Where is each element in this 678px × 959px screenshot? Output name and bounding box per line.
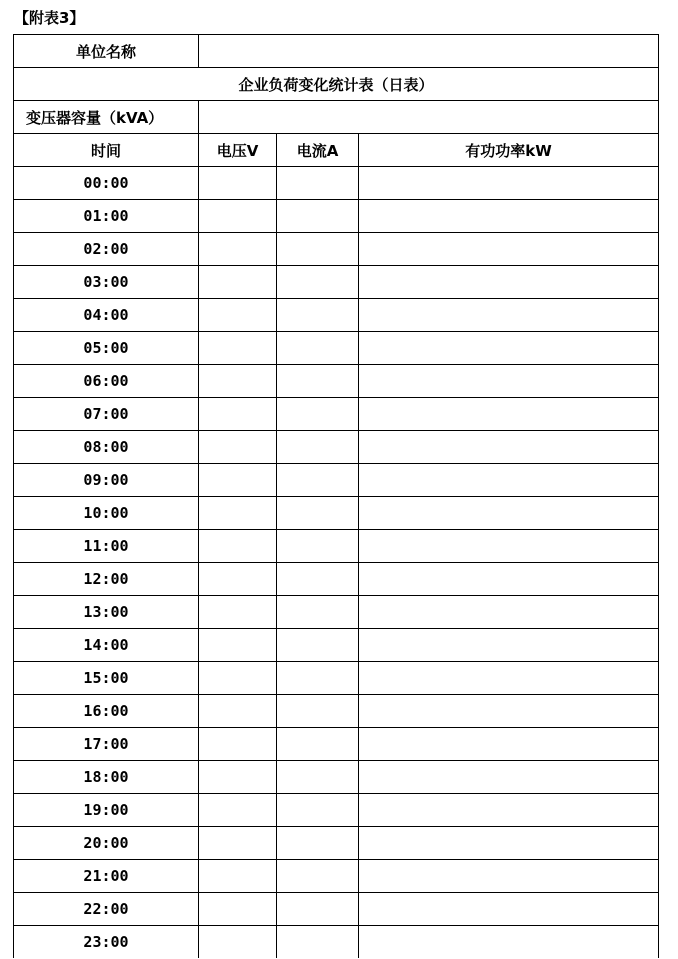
current-cell[interactable]	[277, 728, 359, 761]
time-cell: 18:00	[14, 761, 199, 794]
current-cell[interactable]	[277, 365, 359, 398]
time-cell: 08:00	[14, 431, 199, 464]
current-cell[interactable]	[277, 431, 359, 464]
current-cell[interactable]	[277, 596, 359, 629]
active-power-cell[interactable]	[359, 365, 659, 398]
time-cell: 01:00	[14, 200, 199, 233]
active-power-cell[interactable]	[359, 761, 659, 794]
active-power-cell[interactable]	[359, 794, 659, 827]
active-power-cell[interactable]	[359, 695, 659, 728]
current-cell[interactable]	[277, 860, 359, 893]
voltage-cell[interactable]	[199, 167, 277, 200]
voltage-cell[interactable]	[199, 299, 277, 332]
time-cell: 02:00	[14, 233, 199, 266]
time-cell: 13:00	[14, 596, 199, 629]
current-cell[interactable]	[277, 167, 359, 200]
time-cell: 12:00	[14, 563, 199, 596]
active-power-cell[interactable]	[359, 596, 659, 629]
current-cell[interactable]	[277, 266, 359, 299]
voltage-cell[interactable]	[199, 662, 277, 695]
table-row	[14, 365, 659, 398]
voltage-cell[interactable]	[199, 200, 277, 233]
table-row	[14, 332, 659, 365]
table-title: 企业负荷变化统计表（日表）	[14, 68, 659, 101]
time-cell: 16:00	[14, 695, 199, 728]
table-title-row	[14, 68, 659, 101]
active-power-cell[interactable]	[359, 464, 659, 497]
header-voltage: 电压V	[199, 134, 277, 167]
current-cell[interactable]	[277, 662, 359, 695]
time-cell: 10:00	[14, 497, 199, 530]
voltage-cell[interactable]	[199, 431, 277, 464]
table-row	[14, 563, 659, 596]
voltage-cell[interactable]	[199, 398, 277, 431]
unit-name-row	[14, 35, 659, 68]
active-power-cell[interactable]	[359, 398, 659, 431]
unit-name-label: 单位名称	[14, 35, 199, 68]
table-row	[14, 860, 659, 893]
table-body	[14, 35, 659, 959]
time-cell: 05:00	[14, 332, 199, 365]
active-power-cell[interactable]	[359, 332, 659, 365]
transformer-capacity-field[interactable]	[199, 101, 659, 134]
voltage-cell[interactable]	[199, 497, 277, 530]
active-power-cell[interactable]	[359, 530, 659, 563]
active-power-cell[interactable]	[359, 893, 659, 926]
header-current: 电流A	[277, 134, 359, 167]
voltage-cell[interactable]	[199, 596, 277, 629]
load-statistics-table	[13, 34, 659, 958]
time-cell: 06:00	[14, 365, 199, 398]
time-cell: 15:00	[14, 662, 199, 695]
active-power-cell[interactable]	[359, 266, 659, 299]
voltage-cell[interactable]	[199, 926, 277, 959]
voltage-cell[interactable]	[199, 860, 277, 893]
active-power-cell[interactable]	[359, 827, 659, 860]
active-power-cell[interactable]	[359, 563, 659, 596]
table-row	[14, 893, 659, 926]
active-power-cell[interactable]	[359, 926, 659, 959]
time-cell: 00:00	[14, 167, 199, 200]
time-cell: 19:00	[14, 794, 199, 827]
current-cell[interactable]	[277, 398, 359, 431]
current-cell[interactable]	[277, 794, 359, 827]
current-cell[interactable]	[277, 464, 359, 497]
current-cell[interactable]	[277, 893, 359, 926]
time-cell: 04:00	[14, 299, 199, 332]
table-row	[14, 464, 659, 497]
active-power-cell[interactable]	[359, 629, 659, 662]
time-cell: 03:00	[14, 266, 199, 299]
table-row	[14, 398, 659, 431]
table-row	[14, 266, 659, 299]
time-cell: 23:00	[14, 926, 199, 959]
table-row	[14, 596, 659, 629]
voltage-cell[interactable]	[199, 464, 277, 497]
active-power-cell[interactable]	[359, 662, 659, 695]
current-cell[interactable]	[277, 761, 359, 794]
time-cell: 20:00	[14, 827, 199, 860]
current-cell[interactable]	[277, 497, 359, 530]
active-power-cell[interactable]	[359, 431, 659, 464]
table-row	[14, 431, 659, 464]
table-row	[14, 200, 659, 233]
table-row	[14, 497, 659, 530]
voltage-cell[interactable]	[199, 629, 277, 662]
table-row	[14, 662, 659, 695]
voltage-cell[interactable]	[199, 827, 277, 860]
current-cell[interactable]	[277, 299, 359, 332]
current-cell[interactable]	[277, 629, 359, 662]
time-cell: 17:00	[14, 728, 199, 761]
active-power-cell[interactable]	[359, 497, 659, 530]
voltage-cell[interactable]	[199, 794, 277, 827]
voltage-cell[interactable]	[199, 365, 277, 398]
table-row	[14, 827, 659, 860]
voltage-cell[interactable]	[199, 563, 277, 596]
voltage-cell[interactable]	[199, 530, 277, 563]
table-row	[14, 695, 659, 728]
active-power-cell[interactable]	[359, 233, 659, 266]
table-row	[14, 530, 659, 563]
active-power-cell[interactable]	[359, 200, 659, 233]
current-cell[interactable]	[277, 200, 359, 233]
header-time: 时间	[14, 134, 199, 167]
voltage-cell[interactable]	[199, 728, 277, 761]
voltage-cell[interactable]	[199, 695, 277, 728]
table-row	[14, 728, 659, 761]
voltage-cell[interactable]	[199, 266, 277, 299]
table-row	[14, 761, 659, 794]
table-row	[14, 794, 659, 827]
current-cell[interactable]	[277, 695, 359, 728]
time-cell: 21:00	[14, 860, 199, 893]
current-cell[interactable]	[277, 926, 359, 959]
column-header-row	[14, 134, 659, 167]
current-cell[interactable]	[277, 233, 359, 266]
table-row	[14, 233, 659, 266]
time-cell: 07:00	[14, 398, 199, 431]
voltage-cell[interactable]	[199, 233, 277, 266]
header-active-power: 有功功率kW	[359, 134, 659, 167]
table-row	[14, 926, 659, 959]
active-power-cell[interactable]	[359, 299, 659, 332]
voltage-cell[interactable]	[199, 761, 277, 794]
table-row	[14, 629, 659, 662]
active-power-cell[interactable]	[359, 860, 659, 893]
current-cell[interactable]	[277, 563, 359, 596]
voltage-cell[interactable]	[199, 893, 277, 926]
table-row	[14, 167, 659, 200]
appendix-label: 【附表3】	[14, 9, 85, 27]
transformer-capacity-label: 变压器容量（kVA）	[14, 101, 199, 134]
time-cell: 14:00	[14, 629, 199, 662]
current-cell[interactable]	[277, 530, 359, 563]
voltage-cell[interactable]	[199, 332, 277, 365]
active-power-cell[interactable]	[359, 728, 659, 761]
time-cell: 09:00	[14, 464, 199, 497]
time-cell: 22:00	[14, 893, 199, 926]
current-cell[interactable]	[277, 332, 359, 365]
active-power-cell[interactable]	[359, 167, 659, 200]
current-cell[interactable]	[277, 827, 359, 860]
transformer-capacity-row	[14, 101, 659, 134]
table-row	[14, 299, 659, 332]
unit-name-field[interactable]	[199, 35, 659, 68]
time-cell: 11:00	[14, 530, 199, 563]
